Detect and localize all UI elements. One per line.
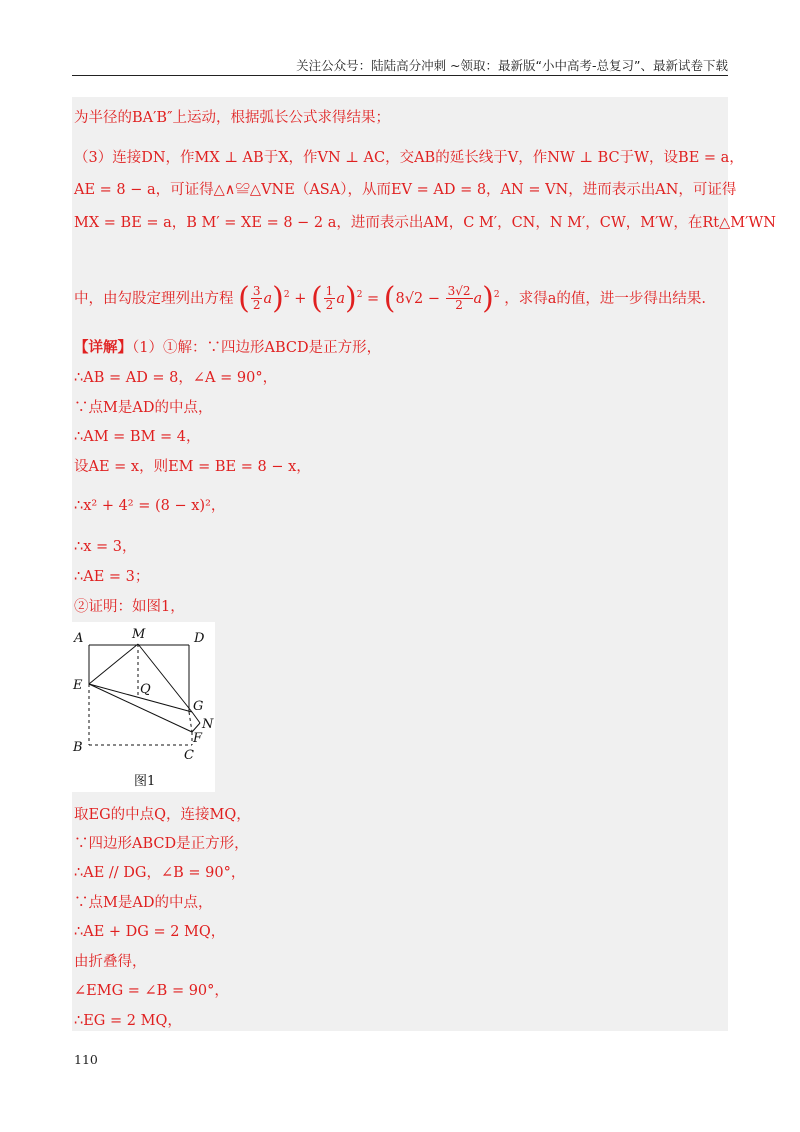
text-line: ∴x² + 4² = (8 − x)²，	[74, 498, 226, 514]
text-line: AE = 8 − a，可证得△∧≌△VNE（ASA），从而EV = AD = 8，AN = VN，进而表示出AN，可证得	[74, 182, 737, 198]
text-line: （3）连接DN，作MX ⊥ AB于X，作VN ⊥ AC，交AB的延长线于V，作NW ⊥ BC于W，设BE = a，	[74, 150, 744, 166]
text-line: 由折叠得，	[74, 954, 147, 970]
text-line: ∴EG = 2 MQ，	[74, 1013, 182, 1029]
header-rule	[72, 75, 728, 76]
page-number: 110	[74, 1052, 98, 1067]
text-line: ∴AE + DG = 2 MQ，	[74, 924, 226, 940]
label-m: M	[132, 627, 146, 642]
geometry-figure	[72, 622, 215, 792]
fold-mg	[138, 644, 192, 712]
text-line: MX = BE = a，B M′ = XE = 8 − 2 a，进而表示出AM，C M′，CN，N M′，CW，M′W，在Rt△M′WN	[74, 215, 776, 231]
label-g: G	[193, 699, 204, 714]
detail-line	[74, 338, 381, 358]
detail-tag: 【详解】	[74, 339, 132, 356]
text-line: ∵四边形ABCD是正方形，	[74, 836, 249, 852]
label-d: D	[194, 631, 205, 646]
label-b: B	[73, 740, 83, 755]
equation: ( $\frac{3}{2}$ a)$^2$ + ( $\frac{1}{2}$ a)$^2$ = (8√2 − $\frac{3√2}{2}$ a)$^2$	[238, 280, 500, 316]
equation-intro: 中，由勾股定理列出方程	[74, 290, 234, 307]
text-line: 取EG的中点Q，连接MQ，	[74, 807, 251, 823]
text-line: ∠EMG = ∠B = 90°，	[74, 983, 229, 999]
dash-gf	[189, 712, 192, 732]
text-line: 设AE = x，则EM = BE = 8 − x，	[74, 459, 311, 475]
text-line: ∵点M是AD的中点，	[74, 400, 213, 416]
equation-outro: ，求得a的值，进一步得出结果.	[504, 290, 706, 307]
label-a: A	[74, 631, 84, 646]
text-line: ∴x = 3，	[74, 539, 137, 555]
text-line: ∴AE = 3；	[74, 569, 150, 585]
label-q: Q	[140, 682, 151, 697]
fold-em	[89, 644, 138, 684]
text-line: ∵点M是AD的中点，	[74, 895, 213, 911]
label-e: E	[73, 678, 83, 693]
label-c: C	[184, 748, 194, 763]
page-header: 关注公众号：陆陆高分冲刺 ~领取：最新版“小中高考-总复习”、最新试卷下载	[296, 58, 728, 73]
text-line: ∴AB = AD = 8，∠A = 90°，	[74, 370, 278, 386]
text-line: ∴AE // DG，∠B = 90°，	[74, 865, 246, 881]
label-n: N	[202, 717, 214, 732]
text-line: ②证明：如图1，	[74, 599, 185, 615]
text-line: 为半径的BA′B″上运动，根据弧长公式求得结果；	[74, 110, 390, 126]
solution-panel	[72, 97, 728, 1031]
equation-line	[74, 280, 706, 316]
label-f: F	[193, 731, 203, 746]
figure-svg	[72, 622, 215, 792]
detail-text: （1）①解：∵四边形ABCD是正方形，	[132, 340, 382, 356]
figure-caption: 图1	[134, 774, 156, 789]
text-line: ∴AM = BM = 4，	[74, 429, 201, 445]
